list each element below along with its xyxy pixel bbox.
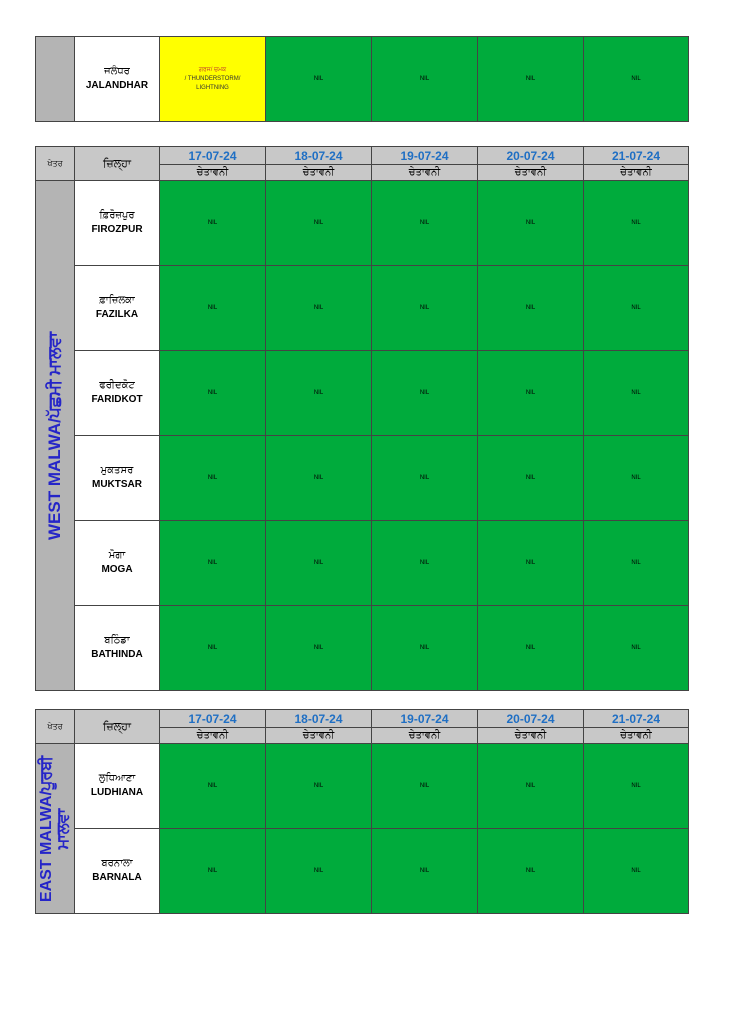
warning-cell: NIL (266, 266, 372, 351)
warning-cell: NIL (584, 37, 689, 122)
warning-cell: NIL (266, 181, 372, 266)
warning-header: ਚੇਤਾਵਨੀ (584, 165, 689, 181)
district-name-en: MUKTSAR (92, 479, 142, 490)
district-name-pa: ਬਰਨਾਲਾ (101, 858, 133, 869)
district-cell (75, 351, 160, 436)
date-header: 17-07-24 (160, 710, 266, 728)
warning-cell: NIL (160, 521, 266, 606)
warning-cell: NIL (372, 37, 478, 122)
warning-cell: NIL (266, 37, 372, 122)
warning-cell: NIL (160, 606, 266, 691)
date-header: 19-07-24 (372, 710, 478, 728)
warning-header: ਚੇਤਾਵਨੀ (160, 728, 266, 744)
table-row (36, 37, 689, 122)
warning-cell: NIL (478, 436, 584, 521)
district-cell (75, 521, 160, 606)
warning-cell: NIL (478, 266, 584, 351)
district-cell (75, 436, 160, 521)
district-cell (75, 606, 160, 691)
date-header: 21-07-24 (584, 147, 689, 165)
district-name-en: MOGA (101, 564, 133, 575)
warning-cell: NIL (266, 606, 372, 691)
warning-cell: NIL (266, 829, 372, 914)
district-name-pa: ਫ਼ਿਰੋਜ਼ਪੁਰ (99, 210, 135, 221)
warning-header: ਚੇਤਾਵਨੀ (372, 728, 478, 744)
warning-cell: NIL (584, 829, 689, 914)
district-name-en: BARNALA (92, 872, 142, 883)
warning-cell: NIL (584, 266, 689, 351)
district-name-pa: ਮੋਗਾ (108, 550, 126, 561)
warning-cell: NIL (266, 351, 372, 436)
warning-cell: NIL (160, 744, 266, 829)
zone-header: ਖੇਤਰ (36, 147, 75, 181)
warning-cell: NIL (478, 37, 584, 122)
region-label: EAST MALWA/ਪੂਰਬੀ ਮਾਲਵਾ (38, 755, 72, 902)
warning-cell: NIL (372, 351, 478, 436)
warning-cell: NIL (478, 521, 584, 606)
warning-cell: NIL (160, 436, 266, 521)
region-cell (36, 37, 75, 122)
table-row (36, 606, 689, 691)
warning-header: ਚੇਤਾਵਨੀ (266, 728, 372, 744)
district-name-pa: ਬਠਿੰਡਾ (104, 635, 130, 646)
warning-cell-thunderstorm (160, 37, 266, 122)
warning-cell: NIL (584, 181, 689, 266)
jalandhar-block (35, 36, 688, 122)
district-name-en: JALANDHAR (85, 80, 149, 91)
district-name-en: FAZILKA (95, 309, 139, 320)
west-malwa-block (35, 146, 688, 691)
table-row (36, 829, 689, 914)
district-header: ਜ਼ਿਲ੍ਹਾ (75, 710, 160, 744)
district-name-en: FARIDKOT (91, 394, 143, 405)
warning-cell: NIL (478, 829, 584, 914)
warning-cell: NIL (478, 181, 584, 266)
warning-cell: NIL (266, 436, 372, 521)
date-header: 20-07-24 (478, 147, 584, 165)
warning-cell: NIL (372, 181, 478, 266)
east-malwa-table (35, 709, 689, 914)
district-cell (75, 744, 160, 829)
warning-header: ਚੇਤਾਵਨੀ (266, 165, 372, 181)
zone-header: ਖੇਤਰ (36, 710, 75, 744)
district-name-pa: ਮੁਕਤਸਰ (100, 465, 134, 476)
header-date-row (36, 710, 689, 728)
district-cell (75, 37, 160, 122)
warning-cell: NIL (584, 351, 689, 436)
warning-cell: NIL (478, 744, 584, 829)
table-row (36, 744, 689, 829)
warning-cell: NIL (372, 436, 478, 521)
date-header: 18-07-24 (266, 147, 372, 165)
table-row (36, 521, 689, 606)
date-header: 18-07-24 (266, 710, 372, 728)
district-name-pa: ਫਰੀਦਕੋਟ (99, 380, 135, 391)
warning-cell: NIL (372, 266, 478, 351)
warning-cell: NIL (584, 744, 689, 829)
warning-cell: NIL (266, 521, 372, 606)
west-malwa-table (35, 146, 689, 691)
district-name-en: LUDHIANA (90, 787, 144, 798)
date-header: 20-07-24 (478, 710, 584, 728)
district-cell (75, 266, 160, 351)
warning-cell: NIL (266, 744, 372, 829)
district-cell (75, 829, 160, 914)
warning-cell: NIL (160, 181, 266, 266)
table-row (36, 351, 689, 436)
district-name-pa: ਜਲੰਧਰ (104, 66, 130, 77)
district-name-pa: ਫ਼ਾਜ਼ਿਲਕਾ (99, 295, 135, 306)
warning-header: ਚੇਤਾਵਨੀ (478, 728, 584, 744)
warning-cell: NIL (160, 829, 266, 914)
warning-cell: NIL (478, 351, 584, 436)
table-row (36, 436, 689, 521)
warning-header: ਚੇਤਾਵਨੀ (478, 165, 584, 181)
district-name-pa: ਲੁਧਿਆਣਾ (98, 773, 136, 784)
warning-cell: NIL (372, 829, 478, 914)
district-name-en: BATHINDA (91, 649, 143, 660)
district-name-en: FIROZPUR (91, 224, 143, 235)
jalandhar-table (35, 36, 689, 122)
warning-cell: NIL (372, 744, 478, 829)
warning-cell: NIL (584, 521, 689, 606)
region-cell-east-malwa (36, 744, 75, 914)
warning-header: ਚੇਤਾਵਨੀ (160, 165, 266, 181)
date-header: 21-07-24 (584, 710, 689, 728)
region-label: WEST MALWA/ਪੱਛਮੀ ਮਾਲਵਾ (45, 331, 64, 540)
warning-header: ਚੇਤਾਵਨੀ (584, 728, 689, 744)
district-cell (75, 181, 160, 266)
warning-header: ਚੇਤਾਵਨੀ (372, 165, 478, 181)
table-row (36, 266, 689, 351)
date-header: 17-07-24 (160, 147, 266, 165)
date-header: 19-07-24 (372, 147, 478, 165)
warning-cell: NIL (160, 266, 266, 351)
east-malwa-block (35, 709, 688, 914)
warning-text-en: / THUNDERSTORM/ LIGHTNING (184, 75, 241, 91)
warning-cell: NIL (478, 606, 584, 691)
table-row (36, 181, 689, 266)
district-header: ਜ਼ਿਲ੍ਹਾ (75, 147, 160, 181)
warning-cell: NIL (372, 606, 478, 691)
warning-cell: NIL (584, 436, 689, 521)
warning-text-pa: ਗਰਜ/ ਚਮਕ (198, 66, 227, 73)
warning-cell: NIL (160, 351, 266, 436)
region-cell-west-malwa (36, 181, 75, 691)
warning-cell: NIL (584, 606, 689, 691)
warning-cell: NIL (372, 521, 478, 606)
header-date-row (36, 147, 689, 165)
